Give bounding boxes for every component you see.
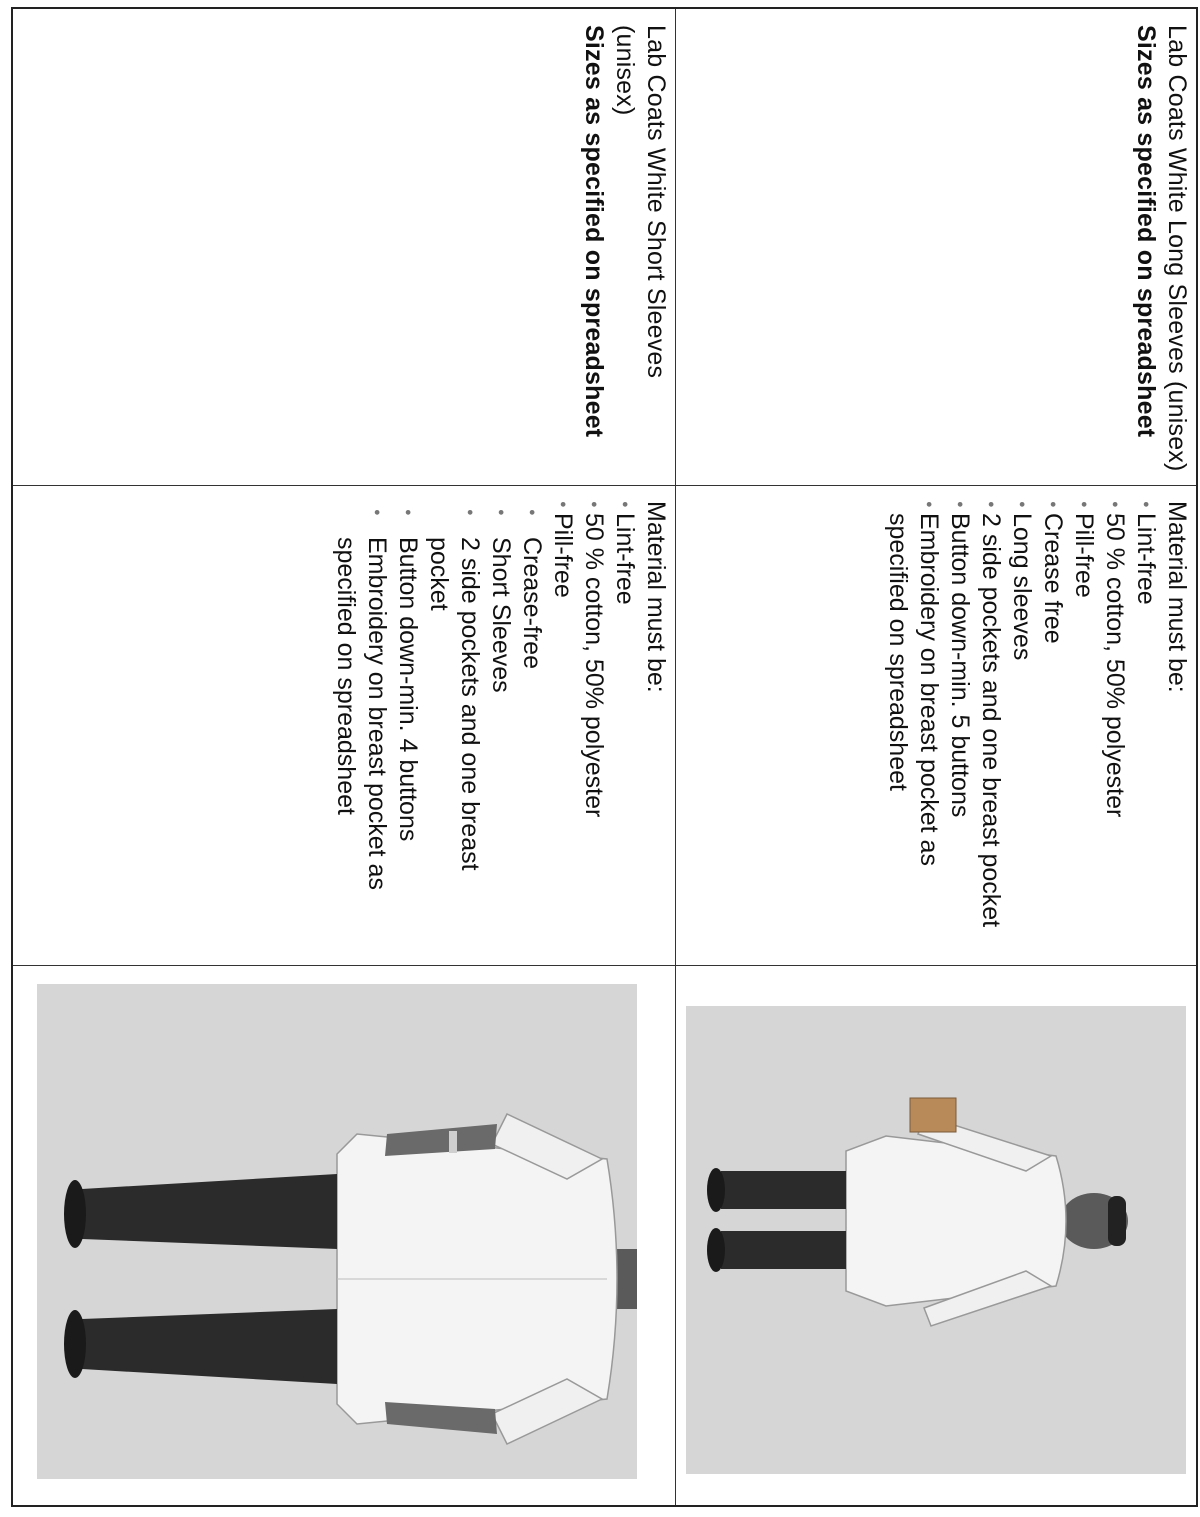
column-divider xyxy=(13,485,1196,486)
spec-item: ● 2 side pockets and one breast pocket xyxy=(975,501,1006,949)
person-in-short-sleeve-lab-coat-icon xyxy=(37,984,637,1479)
spec-item: ● 2 side pockets and one breast pocket xyxy=(423,501,485,949)
person-in-long-sleeve-lab-coat-icon xyxy=(686,1006,1186,1474)
short-sleeve-lab-coat-photo xyxy=(37,984,637,1479)
rotated-document xyxy=(11,7,1198,1507)
row-1-photo-cell xyxy=(676,966,1196,1507)
spec-item: ● Pill-free xyxy=(1068,501,1099,949)
product-spec-table xyxy=(11,7,1198,1507)
row-2-spec-list xyxy=(330,501,640,949)
row-2-spec-lead: Material must be: xyxy=(642,501,670,693)
spec-item: ● Crease free xyxy=(1037,501,1068,949)
spec-item: ● Pill-free xyxy=(547,501,578,949)
row-1-spec-lead: Material must be: xyxy=(1163,501,1191,693)
row-2-title: Lab Coats White Short Sleeves (unisex) xyxy=(611,25,670,379)
spec-item: ● Button down-min. 4 buttons xyxy=(392,501,423,949)
row-2-sizes-note: Sizes as specified on spreadsheet xyxy=(580,25,608,438)
row-1-spec-cell xyxy=(676,495,1196,955)
spec-item: ● 50 % cotton, 50% polyester xyxy=(1099,501,1130,949)
row-1-spec-list xyxy=(882,501,1161,949)
long-sleeve-lab-coat-photo xyxy=(686,1006,1186,1474)
spec-item: ● 50 % cotton, 50% polyester xyxy=(578,501,609,949)
row-2-photo-cell xyxy=(11,966,675,1507)
spec-item: ● Crease-free xyxy=(516,501,547,949)
row-1-title-cell xyxy=(676,19,1196,479)
spec-item: ● Short Sleeves xyxy=(485,501,516,949)
spec-item: ● Embroidery on breast pocket as specified on spreadsheet xyxy=(882,501,944,949)
row-1-title: Lab Coats White Long Sleeves (unisex) xyxy=(1163,25,1191,472)
row-1-sizes-note: Sizes as specified on spreadsheet xyxy=(1132,25,1160,438)
spec-item: ● Button down-min. 5 buttons xyxy=(944,501,975,949)
row-2-title-cell xyxy=(11,19,675,479)
spec-item: ● Embroidery on breast pocket as specified on spreadsheet xyxy=(330,501,392,949)
spec-item: ● Lint-free xyxy=(1130,501,1161,949)
spec-item: ● Long sleeves xyxy=(1006,501,1037,949)
spec-item: ● Lint-free xyxy=(609,501,640,949)
row-2-spec-cell xyxy=(11,495,675,955)
